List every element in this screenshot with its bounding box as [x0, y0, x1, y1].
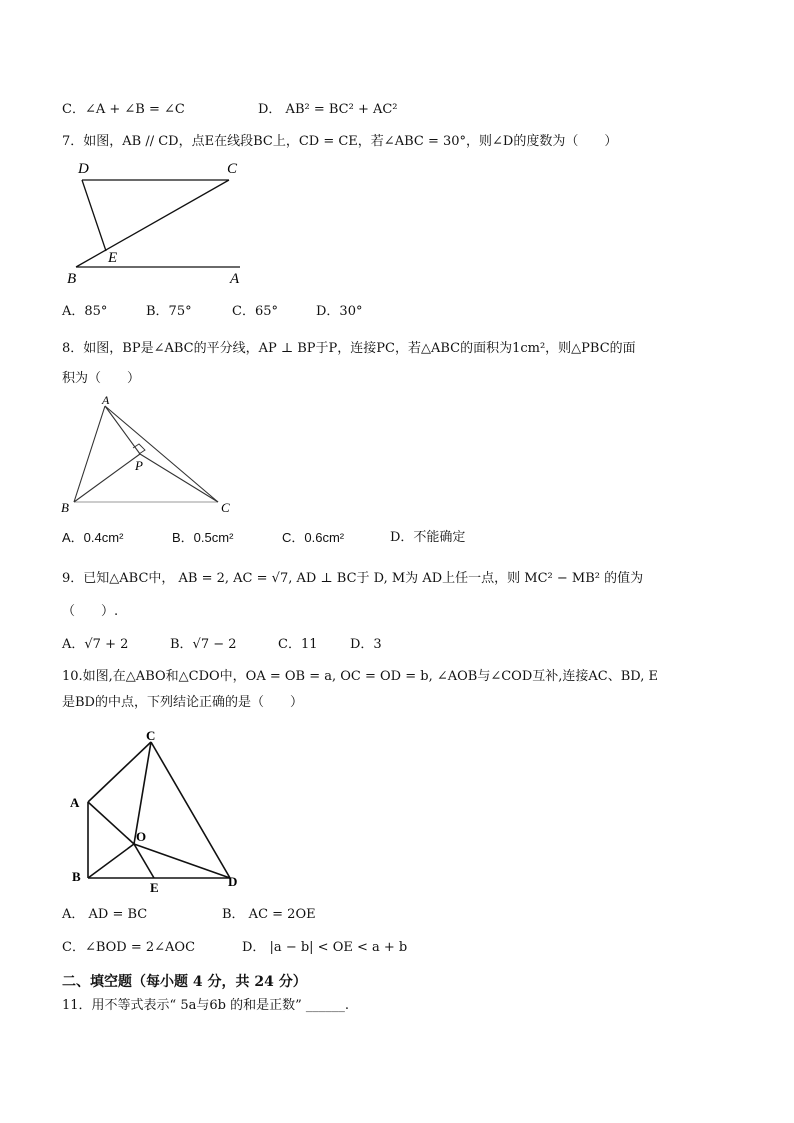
q8-label-a: A — [102, 394, 110, 407]
q8-option-b: B．0.5cm² — [172, 530, 234, 545]
q10-option-d: D． |a − b| < OE < a + b — [242, 940, 408, 955]
q8-figure — [60, 394, 240, 518]
q8-option-c: C．0.6cm² — [282, 530, 345, 545]
q7-label-b: B — [67, 271, 77, 287]
q9-option-d: D．3 — [350, 637, 382, 652]
q9-option-c: C．11 — [278, 637, 318, 652]
q7-stem: 7．如图，AB // CD，点E在线段BC上，CD = CE，若∠ABC = 30°，则∠D的度数为（ ） — [62, 134, 618, 149]
q10-label-d: D — [228, 874, 238, 889]
q8-stem-line2: 积为（ ） — [62, 371, 141, 386]
q7-option-c: C．65° — [232, 304, 278, 319]
q8-option-d: D．不能确定 — [390, 530, 466, 545]
q7-option-a: A．85° — [62, 304, 108, 319]
q10-option-a: A． AD = BC — [62, 907, 148, 922]
q10-option-c: C．∠BOD = 2∠AOC — [62, 940, 196, 955]
q8-label-c: C — [221, 500, 230, 515]
q9-stem-line2: （ ）. — [62, 604, 119, 619]
section-title-fill-in: 二、填空题（每小题 4 分，共 24 分） — [62, 974, 307, 990]
q9-option-b: B．√7 − 2 — [170, 637, 237, 652]
q10-label-a: A — [70, 795, 80, 810]
q8-label-b: B — [61, 500, 69, 515]
q7-label-d: D — [78, 161, 89, 177]
q10-figure — [62, 724, 252, 896]
q7-option-b: B．75° — [146, 304, 192, 319]
q10-label-e: E — [150, 880, 159, 895]
q11-stem: 11．用不等式表示“ 5a与6b 的和是正数” ______. — [62, 998, 349, 1013]
q7-label-c: C — [227, 161, 238, 177]
q7-figure — [64, 156, 254, 290]
q10-stem-line2: 是BD的中点，下列结论正确的是（ ） — [62, 695, 303, 710]
q10-label-c: C — [146, 728, 156, 743]
q10-stem-line1: 10.如图,在△ABO和△CDO中，OA = OB = a, OC = OD = b, ∠AOB与∠COD互补,连接AC、BD, E — [62, 669, 658, 684]
q9-option-a: A．√7 + 2 — [62, 637, 129, 652]
q10-label-b: B — [72, 869, 81, 884]
q6-option-d: D． AB² = BC² + AC² — [258, 102, 398, 117]
q7-label-a: A — [230, 271, 240, 287]
q7-option-d: D．30° — [316, 304, 363, 319]
q8-option-a: A．0.4cm² — [62, 530, 124, 545]
q10-option-b: B． AC = 2OE — [222, 907, 316, 922]
q6-option-c: C．∠A + ∠B = ∠C — [62, 102, 185, 117]
q7-label-e: E — [108, 250, 118, 266]
q10-label-o: O — [136, 829, 147, 844]
q9-stem-line1: 9．已知△ABC中， AB = 2, AC = √7, AD ⊥ BC于 D, M为 AD上任一点，则 MC² − MB² 的值为 — [62, 571, 644, 586]
q8-stem-line1: 8．如图，BP是∠ABC的平分线，AP ⊥ BP于P，连接PC，若△ABC的面积为1cm²，则△PBC的面 — [62, 341, 636, 356]
q8-label-p: P — [135, 458, 143, 473]
